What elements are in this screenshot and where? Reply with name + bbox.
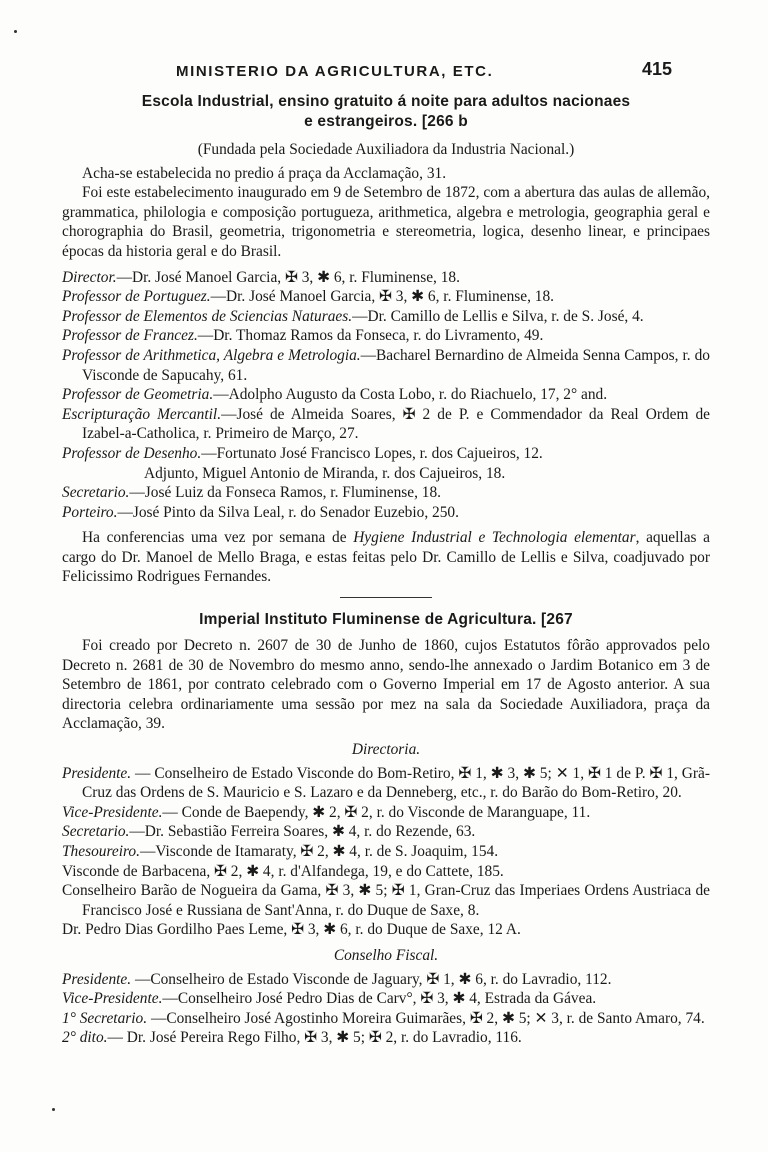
staff-text: —José Luiz da Fonseca Ramos, r. Fluminense, 18. xyxy=(129,484,442,502)
directoria-heading: Directoria. xyxy=(351,741,421,759)
escola-location: Acha-se estabelecida no predio á praça da Acclamação, 31. xyxy=(82,164,447,182)
directoria-entry xyxy=(62,842,710,862)
directoria-member: Conselheiro Barão de Nogueira da Gama, ✠ 3, ✱ 5; ✠ 1, Gran-Cruz das Imperiaes Ordens Austriaca de Francisco José e Russiana de Sant'Anna, r. do Duque de Saxe, 8. xyxy=(62,882,710,919)
staff-text: —Fortunato José Francisco Lopes, r. dos Cajueiros, 12. xyxy=(201,444,543,462)
staff-entry xyxy=(62,385,710,405)
staff-text: —Dr. José Manoel Garcia, ✠ 3, ✱ 6, r. Fluminense, 18. xyxy=(210,288,555,306)
page-header xyxy=(0,59,768,84)
conselho-text: —Conselheiro de Estado Visconde de Jaguary, ✠ 1, ✱ 6, r. do Lavradio, 112. xyxy=(131,970,612,988)
directoria-role: Presidente. xyxy=(62,764,132,782)
staff-text: —José Pinto da Silva Leal, r. do Senador Euzebio, 250. xyxy=(117,503,459,521)
running-title: MINISTERIO DA AGRICULTURA, ETC. xyxy=(176,63,494,80)
staff-text: —José de Almeida Soares, ✠ 2 de P. e Commendador da Real Ordem de Izabel-a-Catholica, r. Primeiro de Março, 27. xyxy=(82,405,710,443)
speck-mark xyxy=(52,1108,55,1111)
staff-role: Director. xyxy=(62,268,117,286)
directoria-member: Dr. Pedro Dias Gordilho Paes Leme, ✠ 3, ✱ 6, r. do Duque de Saxe, 12 A. xyxy=(62,921,521,939)
conselho-text: — Dr. José Pereira Rego Filho, ✠ 3, ✱ 5; ✠ 2, r. do Lavradio, 116. xyxy=(107,1029,522,1047)
conselho-entry xyxy=(62,970,710,990)
escola-title-line2: e estrangeiros. [266 b xyxy=(304,113,468,130)
conselho-heading: Conselho Fiscal. xyxy=(333,946,439,964)
staff-entry xyxy=(62,405,710,444)
staff-role: Professor de Elementos de Sciencias Naturaes. xyxy=(62,307,353,325)
directoria-entry xyxy=(62,822,710,842)
staff-text: —Dr. José Manoel Garcia, ✠ 3, ✱ 6, r. Fluminense, 18. xyxy=(116,268,460,286)
speck-mark xyxy=(14,30,17,33)
directoria-role: Vice-Presidente. xyxy=(62,803,163,821)
staff-text: —Dr. Thomaz Ramos da Fonseca, r. do Livramento, 49. xyxy=(197,327,544,345)
escola-title-line1: Escola Industrial, ensino gratuito á noite para adultos nacionaes xyxy=(141,93,631,110)
page-number: 415 xyxy=(641,59,672,79)
staff-role: Escripturação Mercantil. xyxy=(62,405,222,423)
staff-text: —Bacharel Bernardino de Almeida Senna Campos, r. do Visconde de Sapucahy, 61. xyxy=(82,346,710,384)
staff-entry xyxy=(62,483,710,503)
directoria-text: —Visconde de Itamaraty, ✠ 2, ✱ 4, r. de S. Joaquim, 154. xyxy=(139,843,499,860)
conselho-role: Vice-Presidente. xyxy=(62,990,163,1008)
staff-text: —Dr. Camillo de Lellis e Silva, r. de S. José, 4. xyxy=(352,307,644,325)
staff-entry xyxy=(62,346,710,385)
directoria-role: Secretario. xyxy=(62,823,130,841)
staff-adjunct: Adjunto, Miguel Antonio de Miranda, r. dos Cajueiros, 18. xyxy=(144,464,506,482)
escola-conferences xyxy=(62,528,710,587)
conferences-topics: Hygiene Industrial e Technologia elementar xyxy=(353,529,636,547)
staff-entry xyxy=(62,326,710,346)
staff-role: Professor de Francez. xyxy=(62,327,198,345)
conselho-role: Presidente. xyxy=(62,970,132,988)
directoria-role: Thesoureiro. xyxy=(62,843,140,860)
escola-founded: (Fundada pela Sociedade Auxiliadora da Industria Nacional.) xyxy=(197,141,575,158)
escola-intro: Foi este estabelecimento inaugurado em 9 de Setembro de 1872, com a abertura das aulas de allemão, grammatica, philologia e composição portugueza, arithmetica, algebra e metrologia, geographia geral e chorographia do Brasil, geometria, trigonometria e stereometria, logica, desenho linear, e principaes épocas da historia geral e do Brasil. xyxy=(62,184,710,260)
escola-title xyxy=(62,92,710,132)
staff-role: Professor de Portuguez. xyxy=(62,288,211,306)
staff-role: Secretario. xyxy=(62,484,130,502)
section-divider xyxy=(340,597,432,598)
conselho-role: 2° dito. xyxy=(62,1029,108,1047)
conselho-role: 1° Secretario. xyxy=(62,1009,148,1027)
staff-role: Professor de Arithmetica, Algebra e Metrologia. xyxy=(62,346,361,364)
staff-role: Professor de Desenho. xyxy=(62,444,202,462)
directoria-text: — Conselheiro de Estado Visconde do Bom-Retiro, ✠ 1, ✱ 3, ✱ 5; ✕ 1, ✠ 1 de P. ✠ 1, Grã-Cruz das Ordens de S. Mauricio e S. Lazaro e da Denneberg, etc., r. do Barão do Bom-Retiro, 20. xyxy=(82,764,710,802)
staff-entry xyxy=(62,503,710,523)
escola-staff-list xyxy=(62,268,710,523)
directoria-text: —Dr. Sebastião Ferreira Soares, ✱ 4, r. do Rezende, 63. xyxy=(129,823,476,841)
staff-role: Professor de Geometria. xyxy=(62,386,214,404)
conselho-entry xyxy=(62,1028,710,1048)
directoria-entry xyxy=(62,803,710,823)
staff-entry xyxy=(62,268,710,288)
directoria-member: Visconde de Barbacena, ✠ 2, ✱ 4, r. d'Alfandega, 19, e do Cattete, 185. xyxy=(62,862,504,880)
conferences-text-b: , aquellas a cargo do Dr. Manoel de Mello Braga, e estas feitas pelo Dr. Camillo de Lellis e Silva, coadjuvado por Felicissimo Rodrigues Fernandes. xyxy=(62,529,710,586)
conferences-text-a: Ha conferencias uma vez por semana de xyxy=(82,529,354,547)
instituto-intro: Foi creado por Decreto n. 2607 de 30 de Junho de 1860, cujos Estatutos fôrão approvados pelo Decreto n. 2681 de 30 de Novembro do mesmo anno, sendo-lhe annexado o Jardim Botanico em 3 de Setembro de 1861, por contrato celebrado com o Governo Imperial em 17 de Agosto anterior. A sua directoria celebra ordinariamente uma sessão por mez na sala da Sociedade Auxiliadora, praça da Acclamação, 39. xyxy=(62,637,710,733)
instituto-title: Imperial Instituto Fluminense de Agricultura. [267 xyxy=(199,611,573,629)
staff-entry xyxy=(62,444,710,464)
staff-entry xyxy=(62,307,710,327)
conselho-text: —Conselheiro José Agostinho Moreira Guimarães, ✠ 2, ✱ 5; ✕ 3, r. de Santo Amaro, 74. xyxy=(147,1009,705,1027)
directoria-entry xyxy=(62,764,710,803)
conselho-text: —Conselheiro José Pedro Dias de Carv°, ✠ 3, ✱ 4, Estrada da Gávea. xyxy=(162,990,597,1008)
staff-entry xyxy=(62,287,710,307)
conselho-entry xyxy=(62,1009,710,1029)
staff-text: —Adolpho Augusto da Costa Lobo, r. do Riachuelo, 17, 2° and. xyxy=(213,386,608,404)
conselho-entry xyxy=(62,989,710,1009)
conselho-list xyxy=(62,970,710,1048)
directoria-list xyxy=(62,764,710,940)
directoria-text: — Conde de Baependy, ✱ 2, ✠ 2, r. do Visconde de Maranguape, 11. xyxy=(162,803,591,821)
main-column xyxy=(62,92,710,1048)
staff-role: Porteiro. xyxy=(62,503,118,521)
